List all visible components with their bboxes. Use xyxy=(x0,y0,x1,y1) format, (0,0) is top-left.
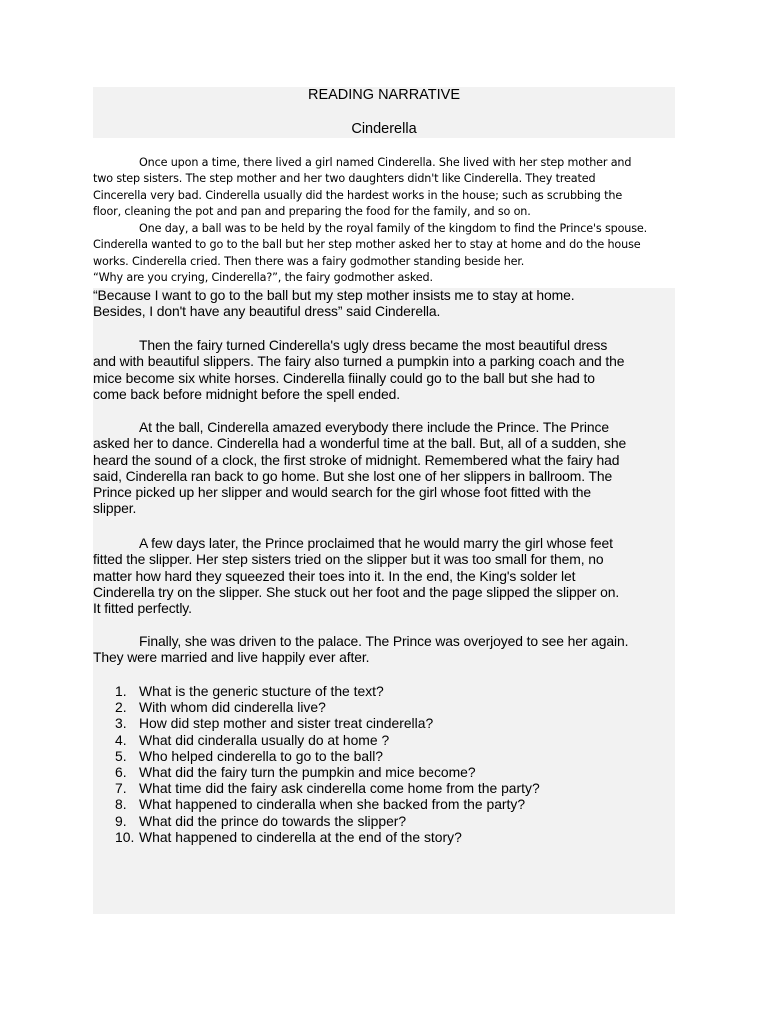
paragraph-line: Cinderella try on the slipper. She stuck out her foot and the page slipped the slipper on. xyxy=(93,583,620,600)
paragraph-line: A few days later, the Prince proclaimed that he would marry the girl whose feet xyxy=(139,535,613,551)
story-title: Cinderella xyxy=(351,121,417,137)
paragraph-line: slipper. xyxy=(93,500,137,517)
paragraph-1 xyxy=(93,155,675,220)
paragraph-line: “Because I want to go to the ball but my step mother insists me to stay at home. xyxy=(93,287,575,303)
paragraph-line: “Why are you crying, Cinderella?”, the fairy godmother asked. xyxy=(93,271,433,284)
paragraph-3 xyxy=(93,270,675,286)
list-item: 4. What did cinderalla usually do at home ? xyxy=(115,731,390,748)
paragraph-2 xyxy=(93,221,675,270)
paragraph-line: Finally, she was driven to the palace. The Prince was overjoyed to see her again. xyxy=(139,633,629,649)
paragraph-line: mice become six white horses. Cinderella fiinally could go to the ball but she had to xyxy=(93,369,595,386)
list-item: 6. What did the fairy turn the pumpkin and mice become? xyxy=(115,764,476,781)
paragraph-line: Besides, I don't have any beautiful dress” said Cinderella. xyxy=(93,303,441,320)
paragraph-line: two step sisters. The step mother and her two daughters didn't like Cinderella. They treated xyxy=(93,172,596,186)
list-item: 7. What time did the fairy ask cinderella come home from the party? xyxy=(115,780,540,797)
list-item: 3. How did step mother and sister treat cinderella? xyxy=(115,715,434,732)
document-title: READING NARRATIVE xyxy=(307,87,460,103)
paragraph-line: One day, a ball was to be held by the royal family of the kingdom to find the Prince's spouse. xyxy=(139,222,648,235)
list-item: 9. What did the prince do towards the slipper? xyxy=(115,812,407,829)
list-item: 1. What is the generic stucture of the text? xyxy=(115,683,384,699)
paragraph-line: matter how hard they squeezed their toes into it. In the end, the King's solder let xyxy=(93,567,576,584)
paragraph-line: said, Cinderella ran back to go home. But she lost one of her slippers in ballroom. The xyxy=(93,467,613,484)
paragraph-line: floor, cleaning the pot and pan and preparing the food for the family, and so on. xyxy=(93,204,531,218)
paragraph-line: and with beautiful slippers. The fairy also turned a pumpkin into a parking coach and the xyxy=(93,353,625,370)
paragraph-line: Cincerella very bad. Cinderella usually did the hardest works in the house; such as scrubbing the xyxy=(93,188,623,202)
question-list xyxy=(93,683,540,845)
paragraph-line: asked her to dance. Cinderella had a wonderful time at the ball. But, all of a sudden, she xyxy=(93,435,627,452)
paragraph-line: Once upon a time, there lived a girl named Cinderella. She lived with her step mother and xyxy=(139,156,632,169)
paragraph-6 xyxy=(93,419,675,517)
paragraph-line: works. Cinderella cried. Then there was a fairy godmother standing beside her. xyxy=(93,254,525,268)
paragraph-7 xyxy=(93,535,675,616)
paragraph-line: Then the fairy turned Cinderella's ugly dress became the most beautiful dress xyxy=(139,337,608,353)
list-item: 8. What happened to cinderalla when she backed from the party? xyxy=(115,796,526,813)
paragraph-line: It fitted perfectly. xyxy=(93,600,192,617)
paragraph-5 xyxy=(93,337,675,402)
paragraph-line: They were married and live happily ever after. xyxy=(93,649,370,666)
paragraph-line: Prince picked up her slipper and would search for the girl whose foot fitted with the xyxy=(93,484,592,501)
paragraph-line: fitted the slipper. Her step sisters tried on the slipper but it was too small for them, no xyxy=(93,551,604,568)
paragraph-line: heard the sound of a clock, the first stroke of midnight. Remembered what the fairy had xyxy=(93,451,620,468)
paragraph-line: At the ball, Cinderella amazed everybody there include the Prince. The Prince xyxy=(139,419,609,435)
paragraph-line: come back before midnight before the spell ended. xyxy=(93,385,401,402)
list-item: 2. With whom did cinderella live? xyxy=(115,699,326,716)
paragraph-line: Cinderella wanted to go to the ball but her step mother asked her to stay at home and do the house xyxy=(93,238,641,252)
list-item: 5. Who helped cinderella to go to the ball? xyxy=(115,747,384,764)
paragraph-8 xyxy=(93,633,675,666)
paragraph-4 xyxy=(93,287,675,320)
list-item: 10. What happened to cinderella at the end of the story? xyxy=(115,828,462,845)
